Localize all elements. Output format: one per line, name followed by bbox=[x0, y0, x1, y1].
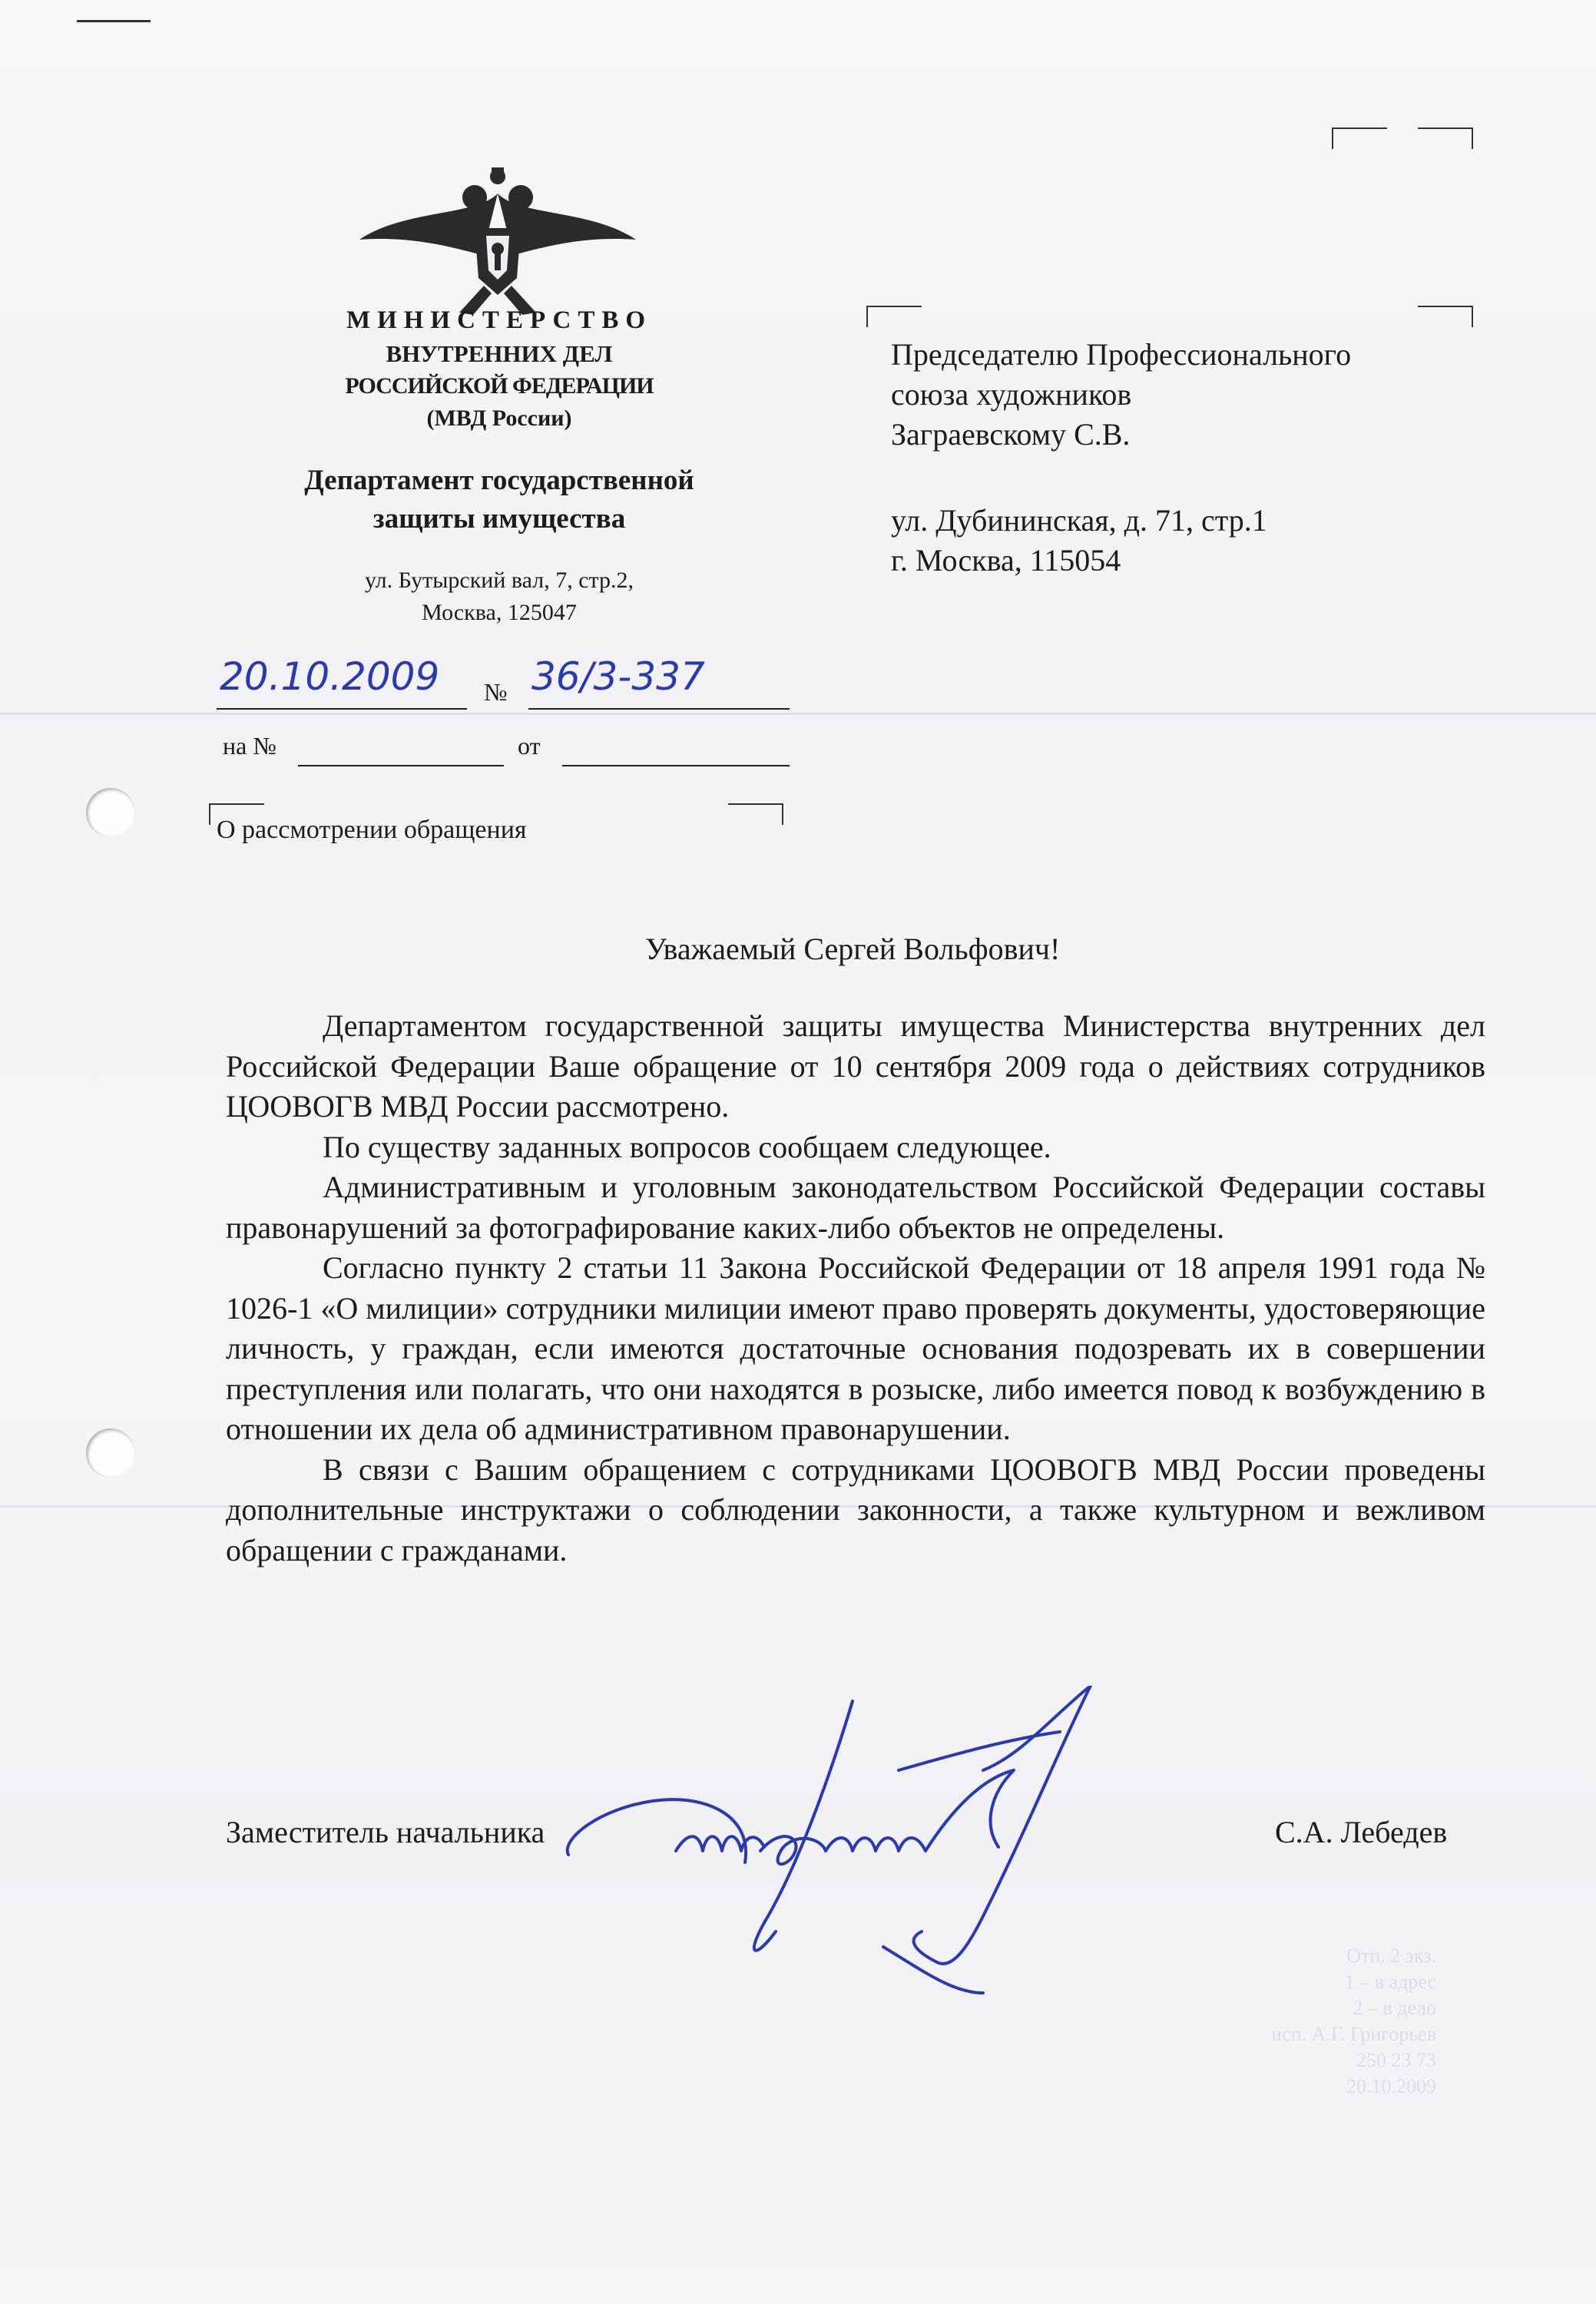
handwritten-number: 36/3-337 bbox=[531, 654, 705, 699]
paper-fold bbox=[0, 713, 1596, 715]
number-label: № bbox=[484, 678, 508, 706]
coat-of-arms-icon bbox=[359, 163, 636, 316]
ministry-line-3: РОССИЙСКОЙ ФЕДЕРАЦИИ bbox=[345, 373, 654, 399]
handwritten-date: 20.10.2009 bbox=[220, 654, 440, 699]
ministry-title: МИНИСТЕРСТВО bbox=[346, 306, 653, 334]
ministry-line-2: ВНУТРЕННИХ ДЕЛ bbox=[386, 340, 613, 367]
department-line-1: Департамент государственной bbox=[304, 465, 694, 496]
body-paragraph: Административным и уголовным законодательством Российской Федерации составы правонарушений за фотографирование каких-либо объектов не определены. bbox=[226, 1170, 1485, 1245]
corner-mark bbox=[728, 803, 783, 825]
body-paragraph: Департаментом государственной защиты имущества Министерства внутренних дел Российской Федерации Ваше обращение от 10 сентября 2009 года о действиях сотрудников ЦООВОГВ МВД России рассмотрено. bbox=[226, 1008, 1485, 1124]
corner-mark bbox=[1418, 127, 1473, 149]
date-underline bbox=[217, 708, 467, 710]
corner-mark bbox=[1332, 127, 1387, 149]
recipient-address-line-1: ул. Дубининская, д. 71, стр.1 bbox=[891, 503, 1267, 538]
reply-to-label: на № bbox=[223, 732, 276, 760]
sender-address-line-2: Москва, 125047 bbox=[422, 600, 577, 625]
greeting: Уважаемый Сергей Вольфович! bbox=[644, 932, 1061, 966]
reply-to-underline bbox=[298, 765, 504, 766]
ministry-abbreviation: (МВД России) bbox=[426, 406, 572, 431]
recipient-line-1: Председателю Профессионального bbox=[891, 337, 1352, 372]
recipient-name: Заграевскому С.В. bbox=[891, 417, 1131, 452]
sender-address-line-1: ул. Бутырский вал, 7, стр.2, bbox=[364, 568, 634, 593]
recipient-line-2: союза художников bbox=[891, 377, 1132, 412]
number-underline bbox=[528, 708, 790, 710]
punch-hole bbox=[86, 788, 135, 837]
handwritten-signature bbox=[553, 1686, 1267, 2008]
letter-body bbox=[226, 1006, 1485, 1571]
signatory-name: С.А. Лебедев bbox=[1275, 1815, 1448, 1849]
body-paragraph: По существу заданных вопросов сообщаем следующее. bbox=[323, 1129, 1051, 1164]
corner-mark bbox=[866, 306, 922, 327]
punch-hole bbox=[86, 1428, 135, 1478]
department-line-2: защиты имущества bbox=[373, 503, 626, 535]
top-mark bbox=[77, 20, 151, 22]
reverse-side-imprint: Отп. 2 экз. 1 – в адрес 2 – в дело исп. А.Г. Григорьев 250 23 73 20.10.2009 bbox=[1271, 1945, 1436, 2097]
body-paragraph: Согласно пункту 2 статьи 11 Закона Российской Федерации от 18 апреля 1991 года № 1026-1 «О милиции» сотрудники милиции имеют право проверять документы, удостоверяющие личность, у граждан, если имеются достаточные основания подозревать их в совершении преступления или полагать, что они находятся в розыске, либо имеется повод к возбуждению в отношении их дела об административном правонарушении. bbox=[226, 1250, 1485, 1446]
body-paragraph: В связи с Вашим обращением с сотрудниками ЦООВОГВ МВД России проведены дополнительные инструктажи о соблюдении законности, а также культурном и вежливом обращении с гражданами. bbox=[226, 1452, 1485, 1567]
from-label: от bbox=[518, 732, 541, 760]
letter-subject: О рассмотрении обращения bbox=[217, 816, 527, 844]
corner-mark bbox=[1418, 306, 1473, 327]
recipient-address-line-2: г. Москва, 115054 bbox=[891, 543, 1121, 578]
signatory-title: Заместитель начальника bbox=[226, 1815, 545, 1849]
from-underline bbox=[562, 765, 790, 766]
